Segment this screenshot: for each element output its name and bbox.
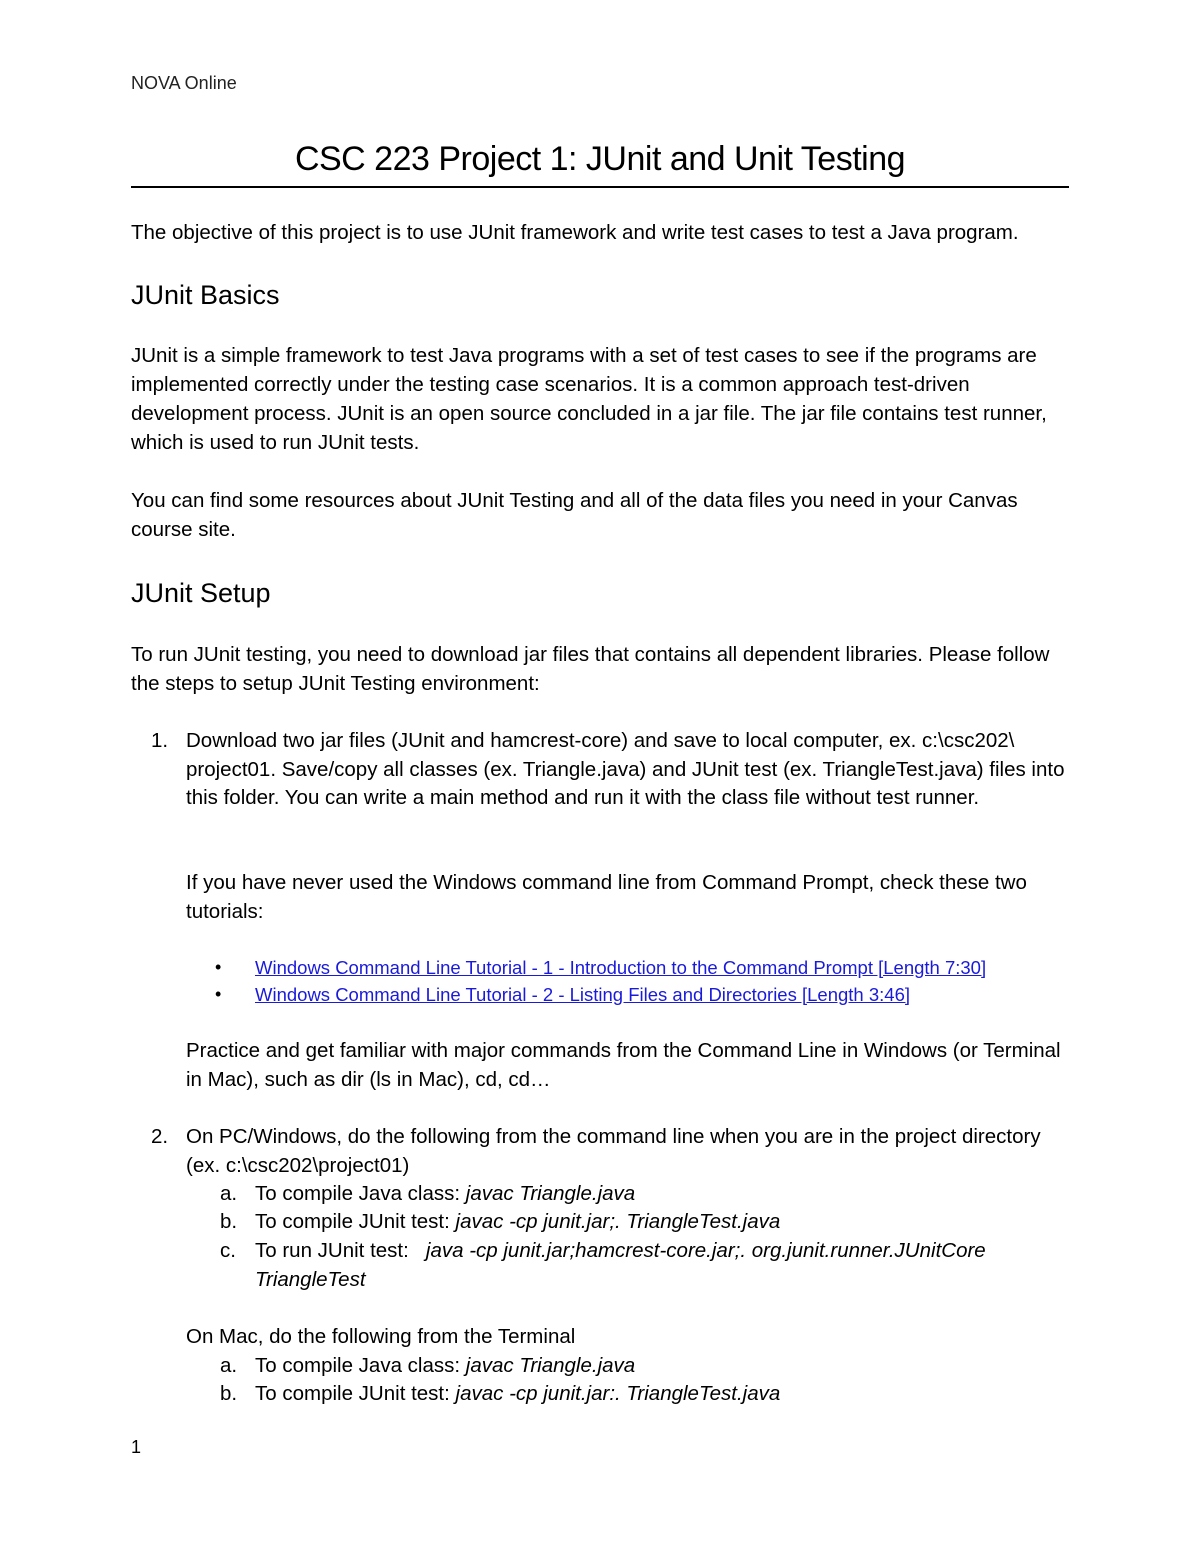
step-2-text: On PC/Windows, do the following from the command line when you are in the project directory (ex. c:\csc202\project01) xyxy=(186,1125,1041,1177)
step-1-text: Download two jar files (JUnit and hamcrest-core) and save to local computer, ex. c:\csc202\ project01. Save/copy all classes (ex. Triangle.java) and JUnit test (ex. TriangleTest.java) files into this folder. You can write a main method and run it with the class file without test runner. xyxy=(186,729,1065,809)
title-block xyxy=(131,135,1069,188)
section-heading-basics: JUnit Basics xyxy=(131,280,280,310)
step-2-number: 2. xyxy=(151,1125,169,1148)
step-1-number: 1. xyxy=(151,729,169,752)
mac-step-b-label: To compile JUnit test: xyxy=(255,1382,456,1405)
mac-intro-paragraph: On Mac, do the following from the Terminal xyxy=(186,1325,576,1348)
list-item xyxy=(215,981,910,1008)
cmd-intro-paragraph: If you have never used the Windows command line from Command Prompt, check these two tutorials: xyxy=(186,871,1027,923)
objective-paragraph: The objective of this project is to use JUnit framework and write test cases to test a Java program. xyxy=(131,221,1019,244)
bullet-icon: • xyxy=(215,957,222,977)
step-2 xyxy=(131,1123,1071,1180)
windows-step-b-command: javac -cp junit.jar;. TriangleTest.java xyxy=(455,1210,781,1233)
windows-step-a-command: javac Triangle.java xyxy=(465,1182,636,1205)
step-1 xyxy=(131,727,1071,813)
setup-intro-paragraph: To run JUnit testing, you need to download jar files that contains all dependent libraries. Please follow the steps to setup JUnit Testing environment: xyxy=(131,643,1050,695)
windows-step-c-letter: c. xyxy=(220,1239,236,1262)
windows-step-c-label: To run JUnit test: xyxy=(255,1239,426,1262)
mac-step-a-label: To compile Java class: xyxy=(255,1354,466,1377)
windows-step-c-command: java -cp junit.jar;hamcrest-core.jar;. org.junit.runner.JUnitCore TriangleTest xyxy=(255,1239,992,1291)
tutorial-link-1[interactable]: Windows Command Line Tutorial - 1 - Introduction to the Command Prompt [Length 7:30] xyxy=(255,957,987,978)
mac-step-b-letter: b. xyxy=(220,1382,238,1405)
mac-step-a-command: javac Triangle.java xyxy=(465,1354,636,1377)
mac-step-b xyxy=(186,1380,1066,1409)
windows-step-a-label: To compile Java class: xyxy=(255,1182,466,1205)
page-number: 1 xyxy=(131,1437,142,1457)
windows-step-a xyxy=(186,1180,1066,1209)
basics-paragraph-2: You can find some resources about JUnit Testing and all of the data files you need in your Canvas course site. xyxy=(131,489,1018,541)
basics-paragraph-1: JUnit is a simple framework to test Java programs with a set of test cases to see if the programs are implemented correctly under the testing case scenarios. It is a common approach test-driven development process. JUnit is an open source concluded in a jar file. The jar file contains test runner, which is used to run JUnit tests. xyxy=(131,344,1047,454)
tutorial-link-2[interactable]: Windows Command Line Tutorial - 2 - Listing Files and Directories [Length 3:46] xyxy=(255,984,910,1005)
bullet-icon: • xyxy=(215,984,222,1004)
section-heading-setup: JUnit Setup xyxy=(131,578,271,608)
windows-step-b-label: To compile JUnit test: xyxy=(255,1210,456,1233)
windows-step-a-letter: a. xyxy=(220,1182,238,1205)
list-item xyxy=(215,954,986,981)
mac-step-b-command: javac -cp junit.jar:. TriangleTest.java xyxy=(455,1382,781,1405)
windows-step-b-letter: b. xyxy=(220,1210,238,1233)
windows-step-c xyxy=(186,1237,1066,1294)
mac-step-a-letter: a. xyxy=(220,1354,238,1377)
practice-paragraph: Practice and get familiar with major commands from the Command Line in Windows (or Terminal in Mac), such as dir (ls in Mac), cd, cd… xyxy=(186,1039,1061,1091)
mac-step-a xyxy=(186,1352,1066,1381)
page-header: NOVA Online xyxy=(131,73,237,93)
page-title: CSC 223 Project 1: JUnit and Unit Testing xyxy=(294,140,906,178)
windows-step-b xyxy=(186,1208,1066,1237)
